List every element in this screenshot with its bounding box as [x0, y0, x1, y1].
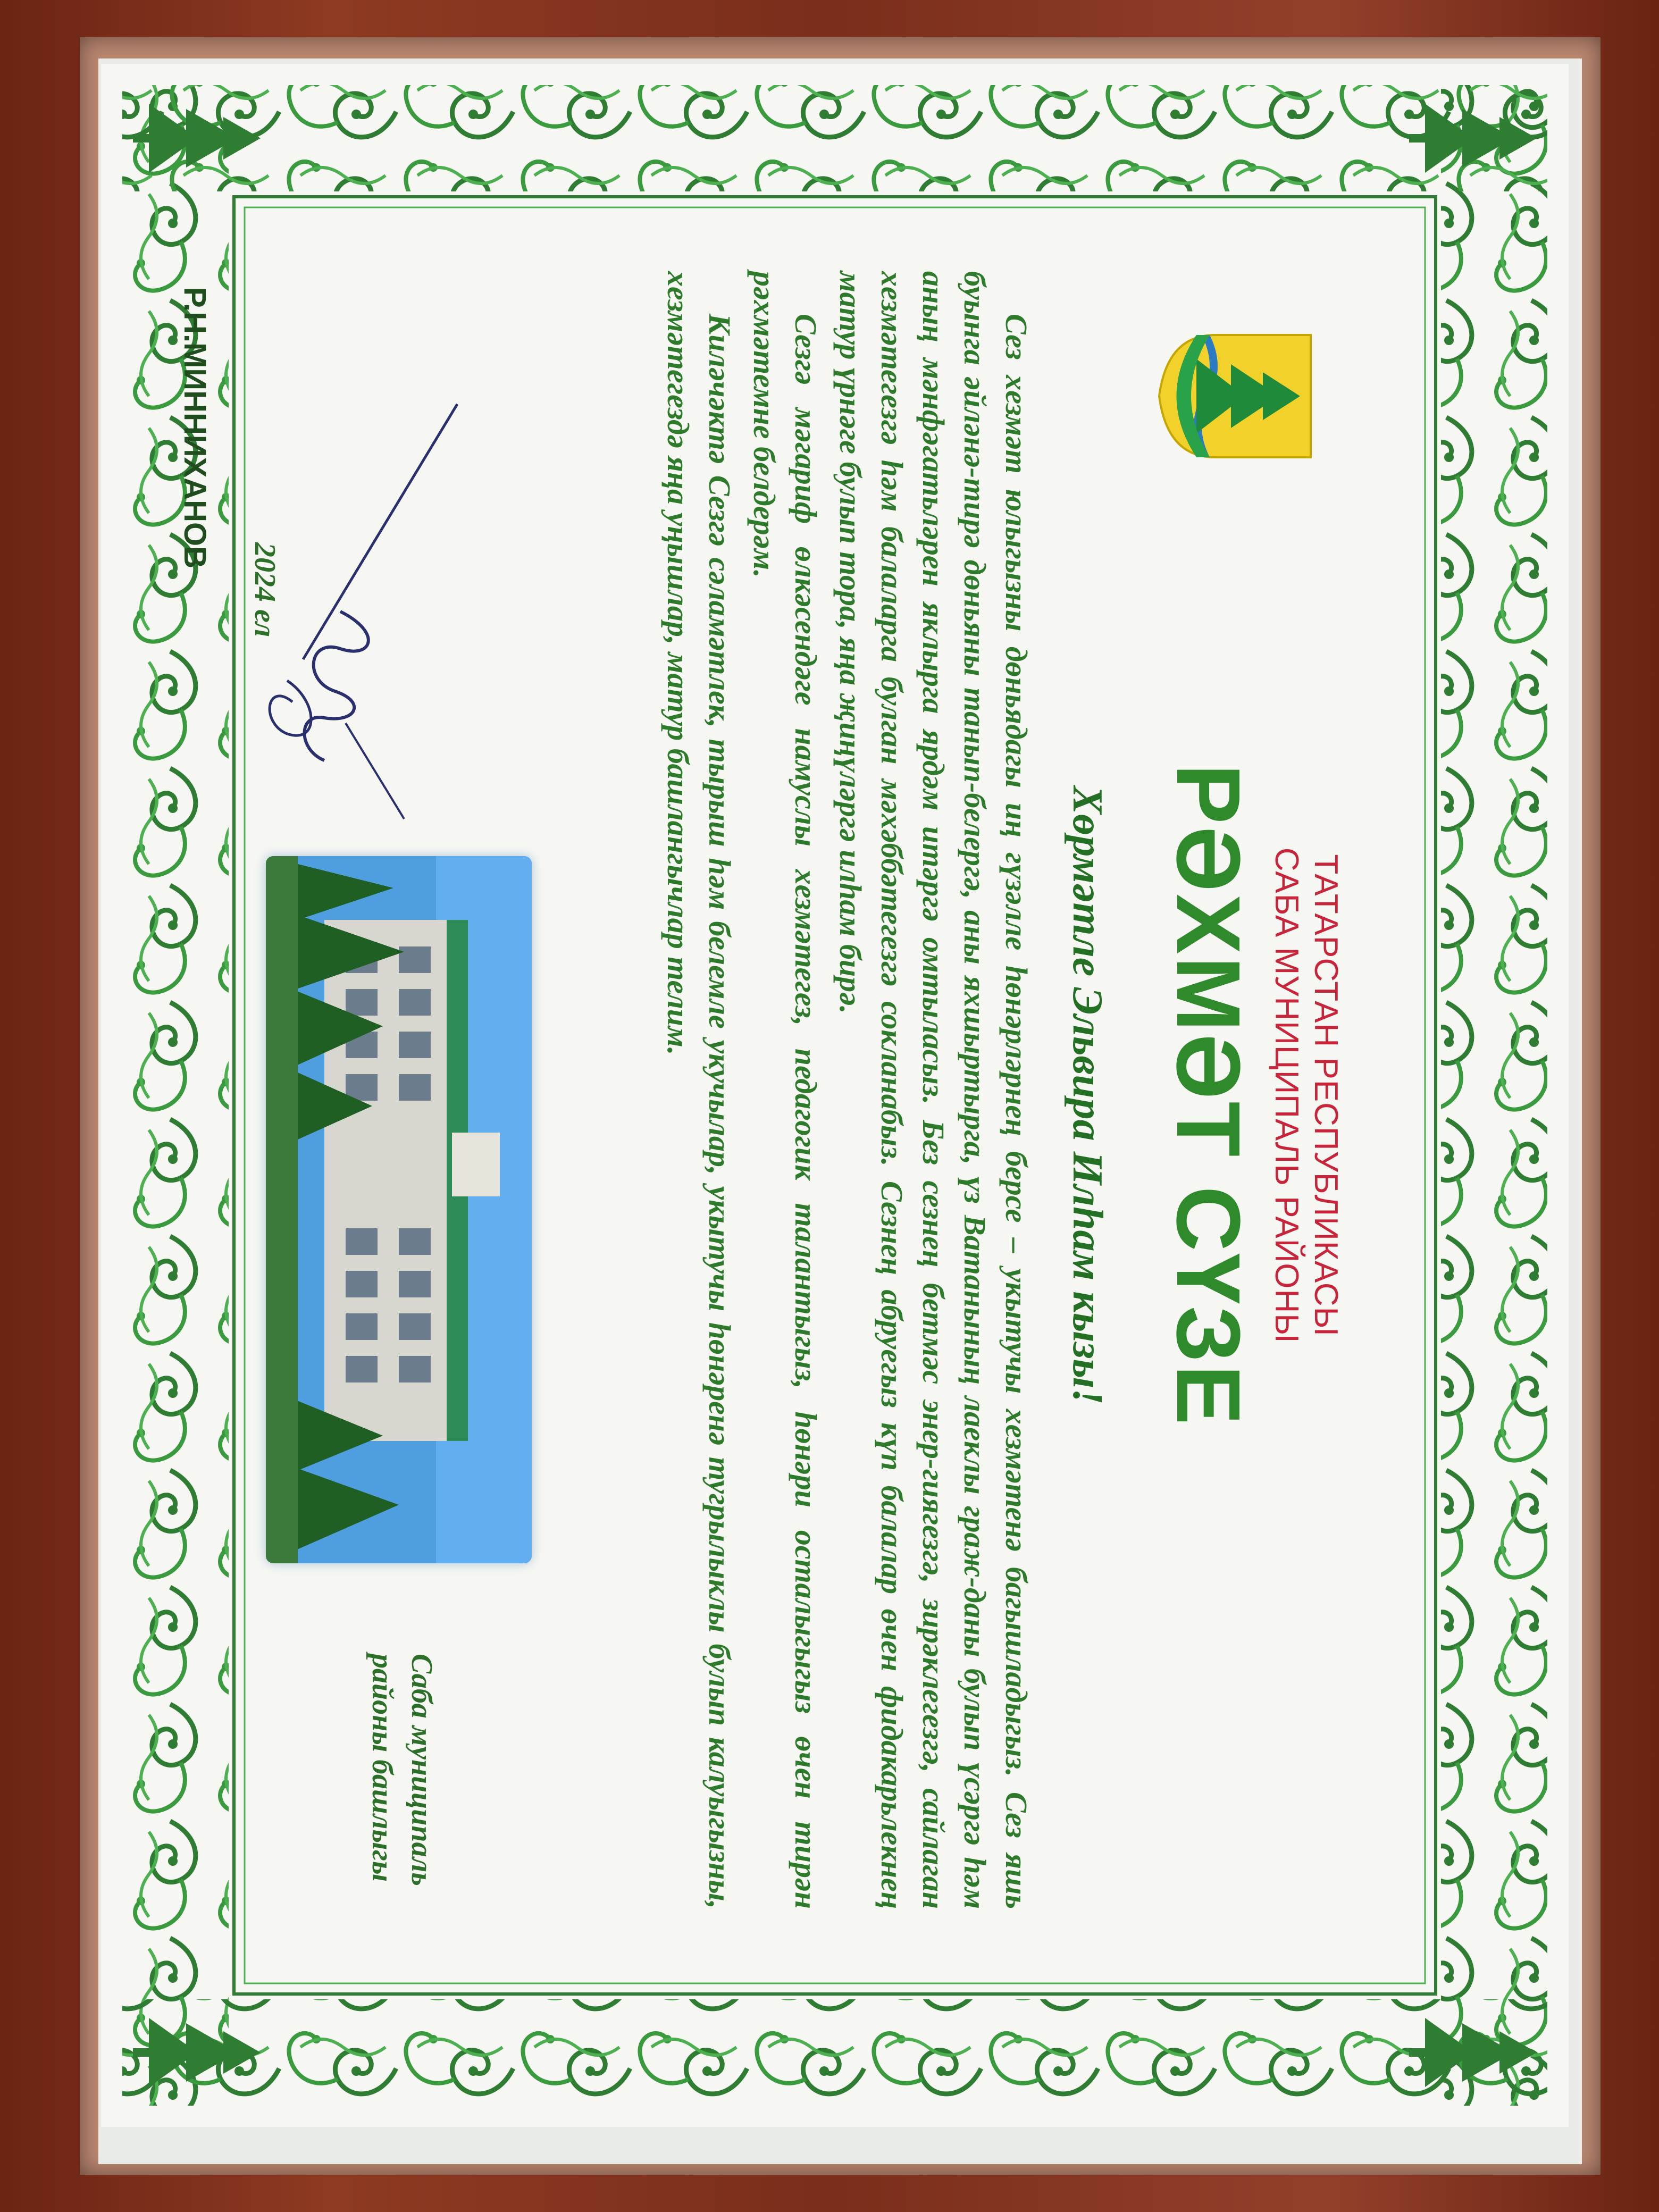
certificate-body [654, 271, 1037, 1909]
school-building-photo [266, 856, 532, 1563]
body-paragraph-2: Сезгә мәгариф өлкәсендәге намуслы хезмәтегез, педагогик талантыгыз, һөнәри осталыгыгыз өчен тирән рәхмәтемне белдерәм. [747, 271, 823, 1909]
region-line-1: ТАТАРСТАН РЕСПУБЛИКАСЫ [1308, 854, 1344, 1337]
signature-year: 2024 ел [248, 542, 281, 638]
certificate-sheet [101, 64, 1569, 2127]
region-line-2: САБА МУНИЦИПАЛЬ РАЙОНЫ [1268, 847, 1305, 1344]
signatory-name: Р.Н.МИННИХАНОВ [178, 287, 212, 569]
signatory-title [363, 1654, 441, 1920]
body-paragraph-3: Киләчәктә Сезгә сәламәтлек, тырыш һәм белемле укучылар, укытучы һөнәренә тугрылыклы булып калуыгызны, хезмәтегездә яңа уңышлар, матур башлангычлар телим. [661, 271, 737, 1909]
body-paragraph-1: Сез хезмәт юлыгызны дөньядагы иң гүзәлле һөнәрләрнең берсе – укытучы хезмәтенә багышладыгыз. Сез яшь буынга әйләнә-тирә дөньяны танып-белергә, аны яхшыртырга, үз Ватанының лаеклы граж-даны булып үсәргә һәм аның мәнфәгатьләрен яклырга ярдәм итәргә омтыласыз. Без сезнең бетмәс энер-гиягезгә, зирәклегезгә, сайлаган хезмәтегезгә һәм балаларга булган мәхәббәтегезгә сокланабыз. Сезнең абруегыз күп балалар өчен фидакарьлекнең матур үрнәге булып тора, яңа җиңүләргә илһам бирә. [833, 271, 1034, 1909]
certificate-title: РӘХМӘТ СҮЗЕ [1158, 764, 1259, 1427]
signatory-title-line-2: районы башлыгы [366, 1654, 399, 1882]
salutation: Хөрмәтле Эльвира Илһам кызы! [1064, 785, 1111, 1405]
signatory-title-line-1: Саба муниципаль [405, 1654, 438, 1886]
issuer-header [1267, 239, 1345, 1951]
certificate-content [178, 239, 1409, 1951]
